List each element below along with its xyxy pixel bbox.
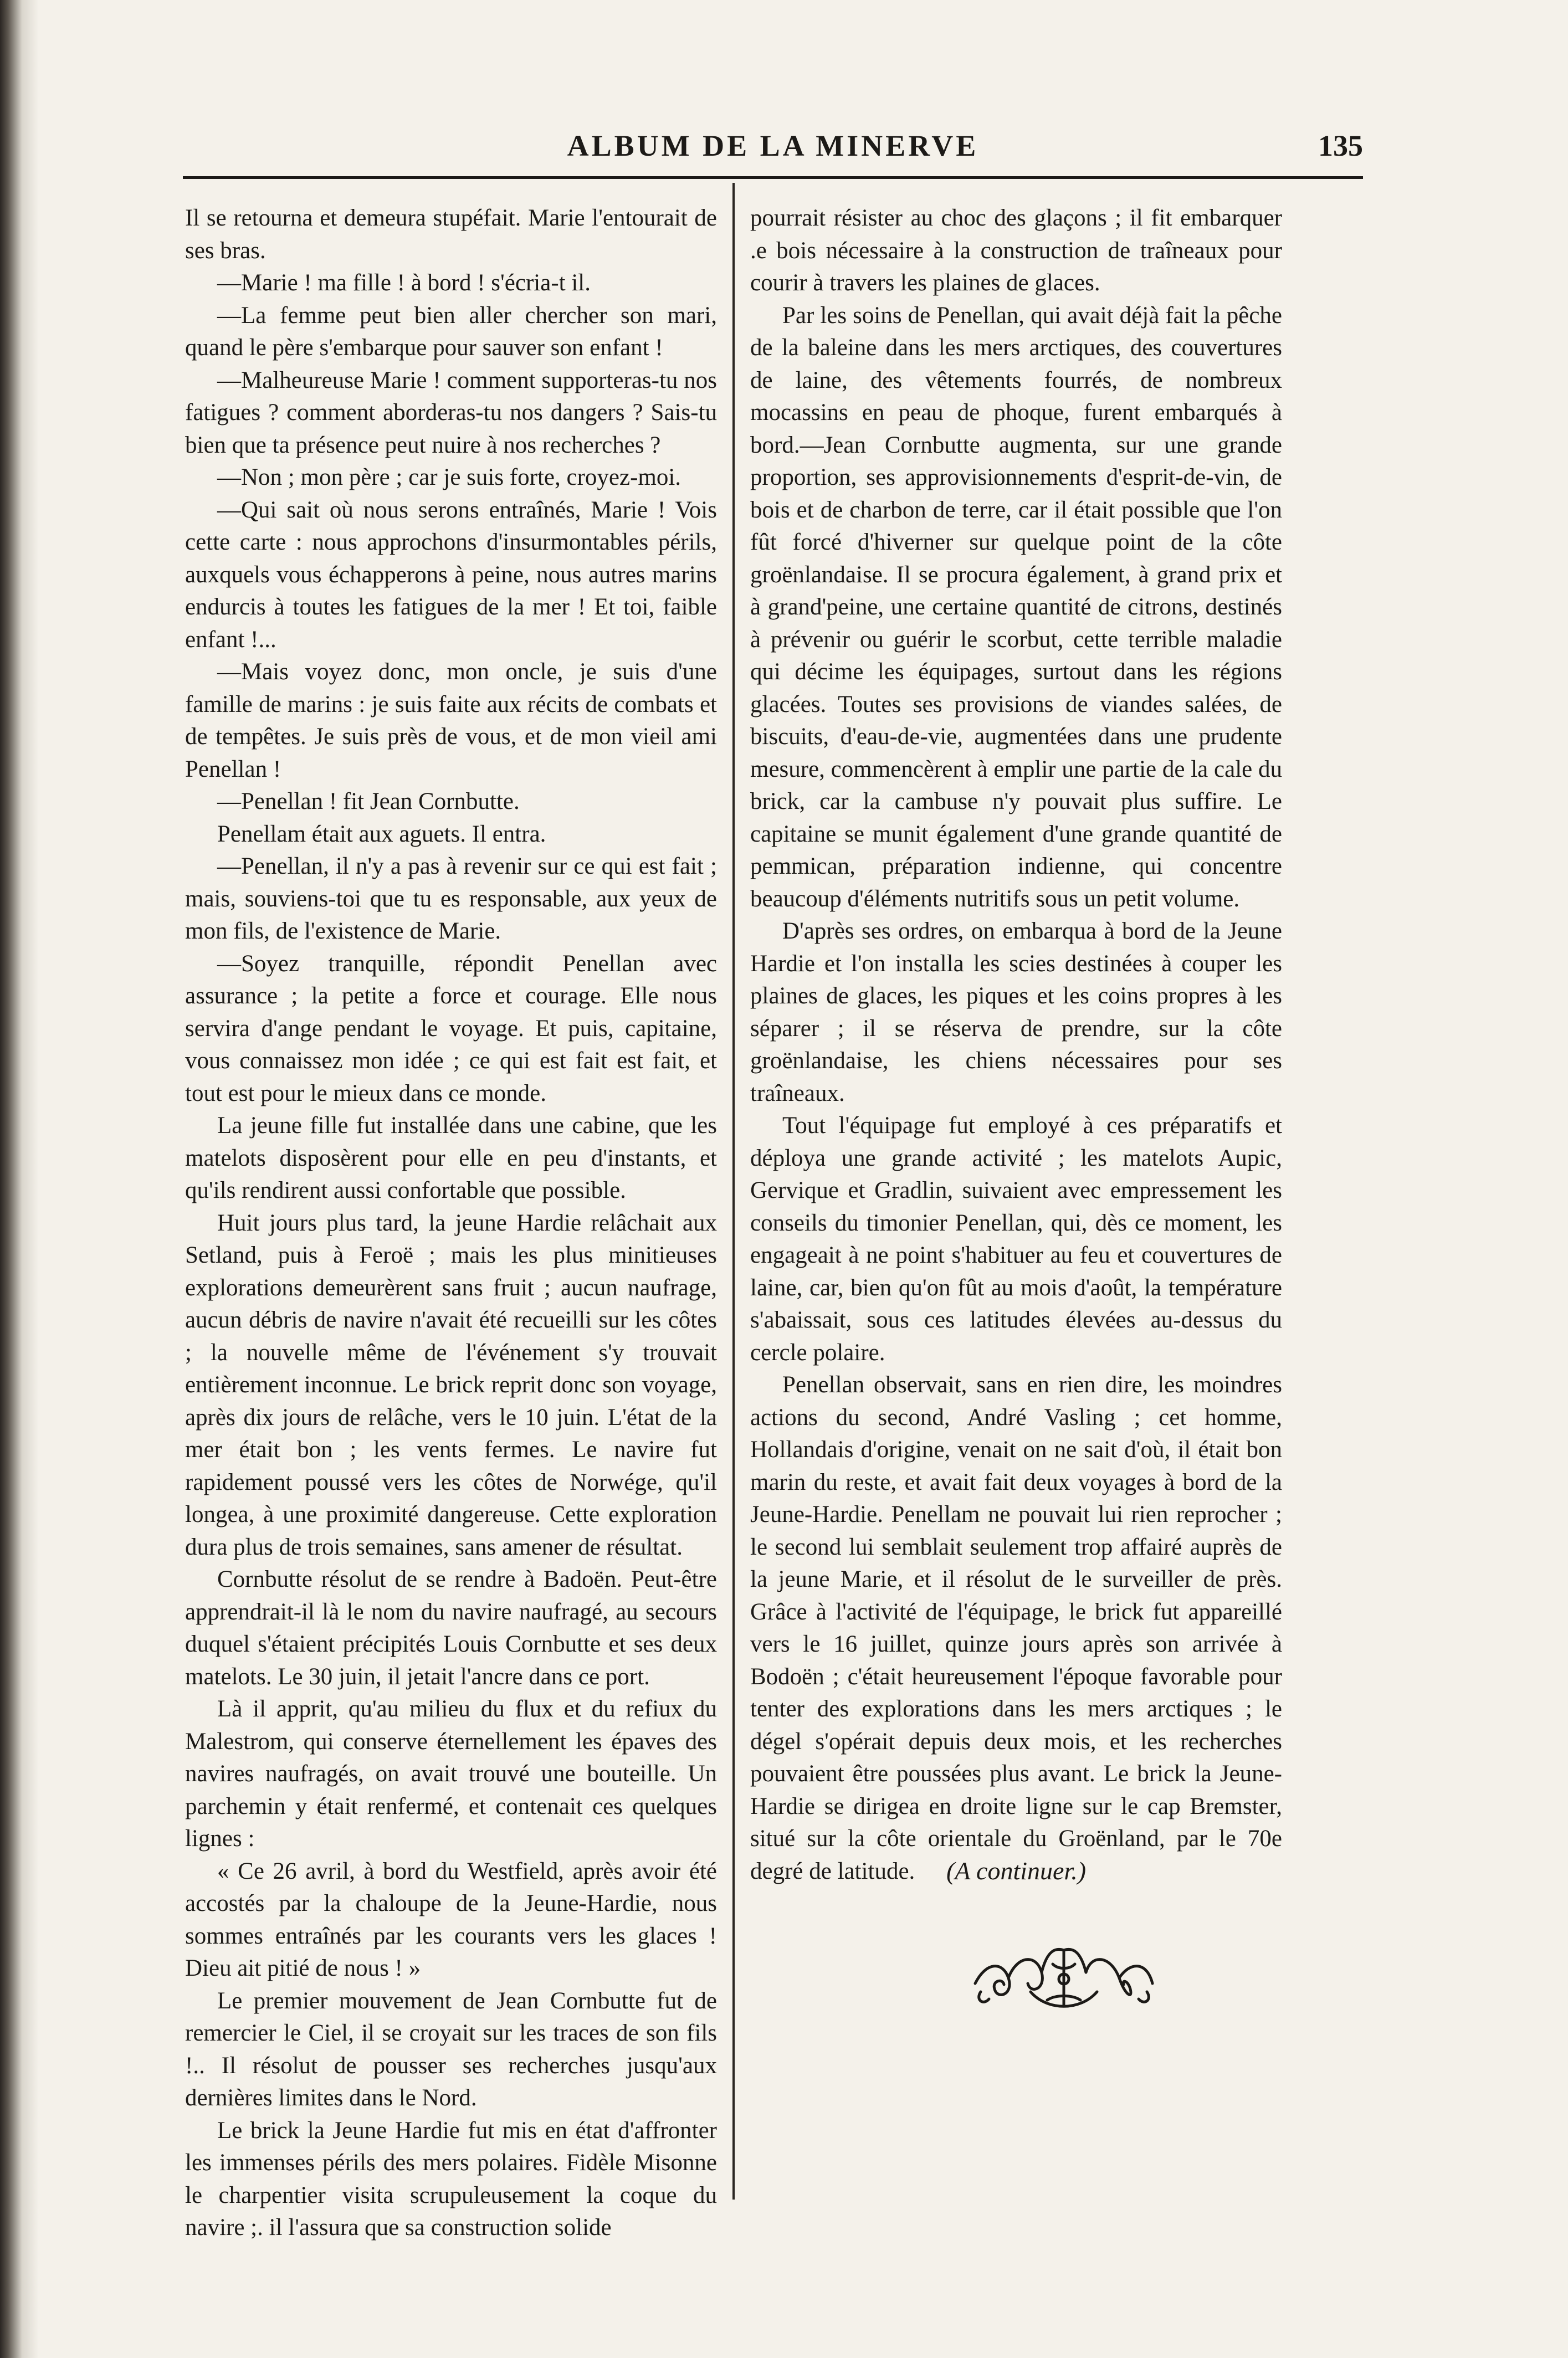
left-column	[185, 202, 717, 2244]
paragraph: —Non ; mon père ; car je suis forte, croyez-moi.	[217, 464, 681, 490]
paragraph: D'après ses ordres, on embarqua à bord de la Jeune Hardie et l'on installa les scies destinées à couper les plaines de glaces, les piques et les coins propres à les séparer ; il se réserva de prendre, sur la côte groënlandaise, les chiens nécessaires pour ses traîneaux.	[750, 918, 1282, 1106]
running-title: ALBUM DE LA MINERVE	[567, 129, 979, 162]
paragraph: « Ce 26 avril, à bord du Westfield, après avoir été accostés par la chaloupe de la Jeune-Hardie, nous sommes entraînés par les courants vers les glaces ! Dieu ait pitié de nous ! »	[185, 1858, 717, 1981]
paragraph: Il se retourna et demeura stupéfait. Marie l'entourait de ses bras.	[185, 205, 717, 264]
page-number: 135	[1318, 129, 1363, 162]
paragraph: Penellam était aux aguets. Il entra.	[217, 821, 546, 847]
paragraph: —Qui sait où nous serons entraînés, Marie ! Vois cette carte : nous approchons d'insurmontables périls, auxquels vous échapperons à peine, nous autres marins endurcis à toutes les fatigues de la mer ! Et toi, faible enfant !...	[185, 496, 717, 653]
paragraph: —La femme peut bien aller chercher son mari, quand le père s'embarque pour sauver son enfant !	[185, 302, 717, 361]
paragraph: —Penellan ! fit Jean Cornbutte.	[217, 788, 520, 814]
paragraph: —Mais voyez donc, mon oncle, je suis d'une famille de marins : je suis faite aux récits de combats et de tempêtes. Je suis près de vous, et de mon vieil ami Penellan !	[185, 659, 717, 782]
scan-binding-edge	[0, 0, 39, 2358]
paragraph: Huit jours plus tard, la jeune Hardie relâchait aux Setland, puis à Feroë ; mais les plus minitieuses explorations demeurèrent sans fruit ; aucun naufrage, aucun débris de navire n'avait été recueilli sur les côtes ; la nouvelle même de l'événement s'y trouvait entièrement inconnue. Le brick reprit donc son voyage, après dix jours de relâche, vers le 10 juin. L'état de la mer était bon ; les vents fermes. Le navire fut rapidement poussé vers les côtes de Norwége, qu'il longea, à une proximité dangereuse. Cette exploration dura plus de trois semaines, sans amener de résultat.	[185, 1209, 717, 1560]
column-divider	[732, 183, 735, 2200]
paragraph: pourrait résister au choc des glaçons ; il fit embarquer .e bois nécessaire à la construction de traîneaux pour courir à travers les plaines de glaces.	[750, 205, 1282, 296]
paragraph: Cornbutte résolut de se rendre à Badoën. Peut-être apprendrait-il là le nom du navire naufragé, au secours duquel s'étaient précipités Louis Cornbutte et ses deux matelots. Le 30 juin, il jetait l'ancre dans ce port.	[185, 1566, 717, 1690]
paragraph: —Marie ! ma fille ! à bord ! s'écria-t il.	[217, 270, 591, 296]
floral-vignette-icon	[964, 1939, 1164, 2022]
paragraph: Penellan observait, sans en rien dire, les moindres actions du second, André Vasling ; cet homme, Hollandais d'origine, venait on ne sait d'où, il était bon marin du reste, et avait fait deux voyages à bord de la Jeune-Hardie. Penellam ne pouvait lui rien reprocher ; le second lui semblait seulement trop affairé auprès de la jeune Marie, et il résolut de le surveiller de près. Grâce à l'activité de l'équipage, le brick fut appareillé vers le 16 juillet, quinze jours après son arrivée à Bodoën ; c'était heureusement l'époque favorable pour tenter des explorations dans les mers arctiques ; le dégel s'opérait depuis deux mois, et les recherches pouvaient être poussées plus avant. Le brick la Jeune-Hardie se dirigea en droite ligne sur le cap Bremster, situé sur la côte orientale du Groënland, par le 70e degré de latitude.	[750, 1372, 1282, 1884]
header-rule	[183, 176, 1363, 179]
paragraph: —Soyez tranquille, répondit Penellan avec assurance ; la petite a force et courage. Elle nous servira d'ange pendant le voyage. Et puis, capitaine, vous connaissez mon idée ; ce qui est fait est fait, et tout est pour le mieux dans ce monde.	[185, 950, 717, 1106]
paragraph: Tout l'équipage fut employé à ces préparatifs et déploya une grande activité ; les matelots Aupic, Gervique et Gradlin, suivaient avec empressement les conseils du timonier Penellan, qui, dès ce moment, les engageait à ne point s'habituer au feu et couvertures de laine, car, bien qu'on fût au mois d'août, la température s'abaissait, sous ces latitudes élevées au-dessus du cercle polaire.	[750, 1113, 1282, 1366]
paragraph: Là il apprit, qu'au milieu du flux et du refiux du Malestrom, qui conserve éternellement les épaves des navires naufragés, on avait trouvé une bouteille. Un parchemin y était renfermé, et contenait ces quelques lignes :	[185, 1696, 717, 1852]
paragraph: Le premier mouvement de Jean Cornbutte fut de remercier le Ciel, il se croyait sur les traces de son fils !.. Il résolut de pousser ses recherches jusqu'aux dernières limites dans le Nord.	[185, 1987, 717, 2111]
paragraph: —Malheureuse Marie ! comment supporteras-tu nos fatigues ? comment aborderas-tu nos dangers ? Sais-tu bien que ta présence peut nuire à nos recherches ?	[185, 367, 717, 458]
right-column	[750, 202, 1282, 1888]
paragraph: —Penellan, il n'y a pas à revenir sur ce qui est fait ; mais, souviens-toi que tu es responsable, aux yeux de mon fils, de l'existence de Marie.	[185, 853, 717, 944]
paragraph: Par les soins de Penellan, qui avait déjà fait la pêche de la baleine dans les mers arctiques, des couvertures de laine, des vêtements fourrés, de nombreux mocassins en peau de phoque, furent embarqués à bord.—Jean Cornbutte augmenta, sur une grande proportion, ses approvisionnements d'esprit-de-vin, de bois et de charbon de terre, car il était possible que l'on fût forcé d'hiverner sur quelque point de la côte groënlandaise. Il se procura également, à grand prix et à grand'peine, une certaine quantité de citrons, destinés à prévenir ou guérir le scorbut, cette terrible maladie qui décime les équipages, surtout dans les régions glacées. Toutes ses provisions de viandes salées, de biscuits, d'eau-de-vie, augmentées dans une prudente mesure, commencèrent à emplir une partie de la cale du brick, car la cambuse n'y pouvait plus suffire. Le capitaine se munit également d'une grande quantité de pemmican, préparation indienne, qui concentre beaucoup d'éléments nutritifs sous un petit volume.	[750, 302, 1282, 912]
page-header	[183, 129, 1363, 173]
paragraph: Le brick la Jeune Hardie fut mis en état d'affronter les immenses périls des mers polaires. Fidèle Misonne le charpentier visita scrupuleusement la coque du navire ;. il l'assura que sa construction solide	[185, 2117, 717, 2241]
continuation-note: (A continuer.)	[946, 1857, 1087, 1885]
paragraph: La jeune fille fut installée dans une cabine, que les matelots disposèrent pour elle en peu d'instants, et qu'ils rendirent aussi confortable que possible.	[185, 1113, 717, 1203]
